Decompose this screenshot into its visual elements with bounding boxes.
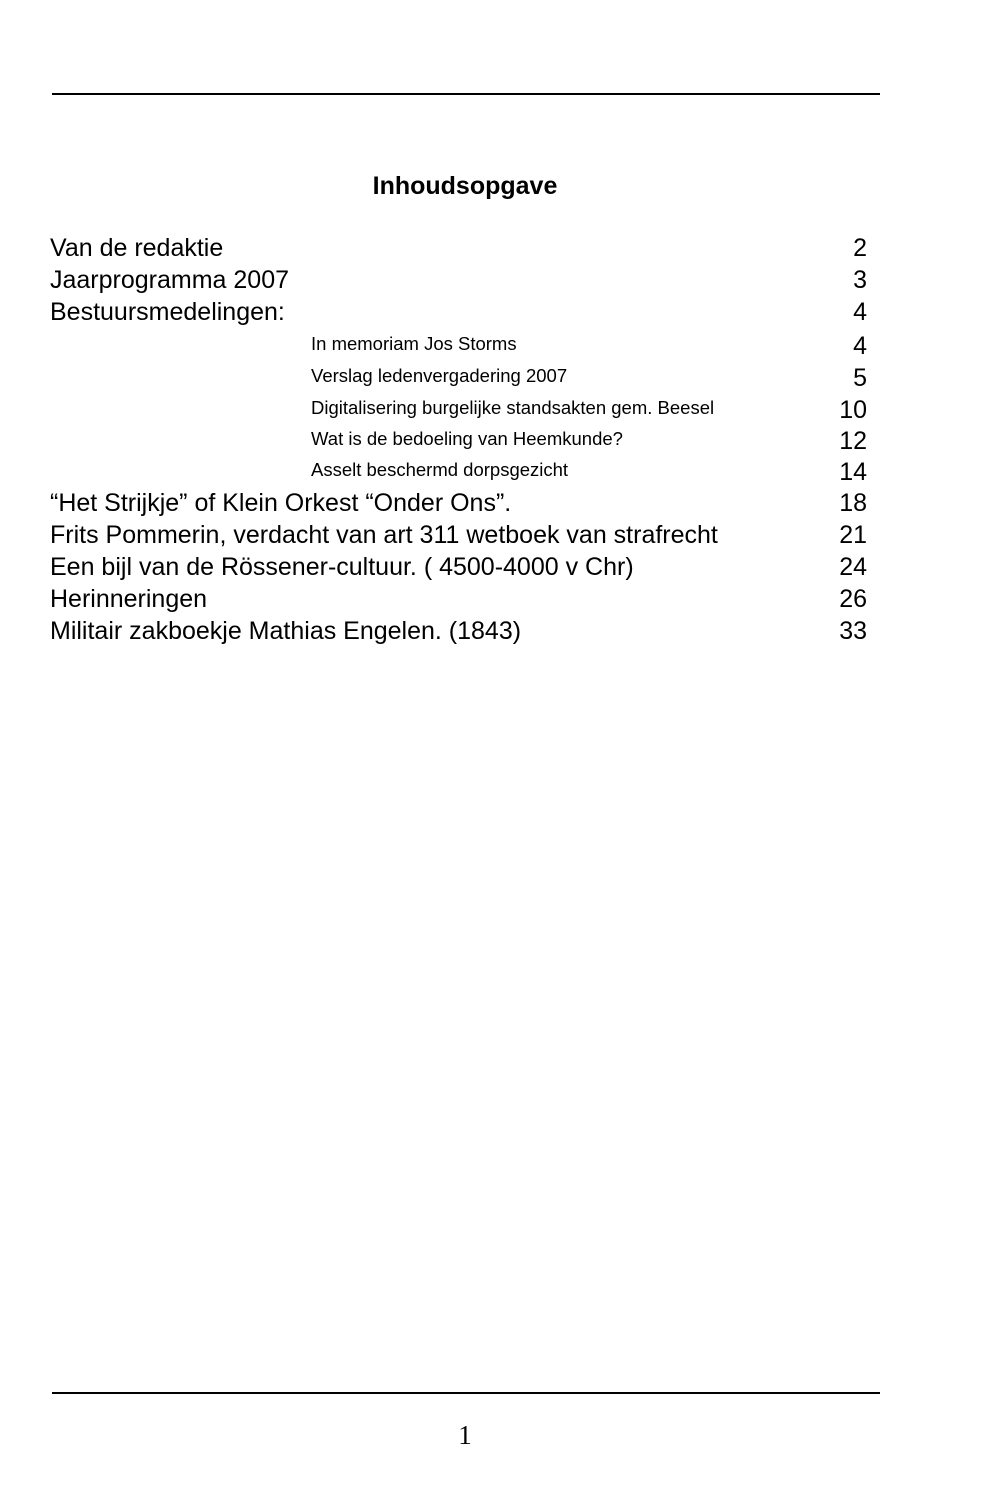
toc-entry-page: 33	[839, 617, 867, 645]
toc-subentry-digitalisering	[0, 393, 1000, 423]
toc-subentry-page: 10	[839, 396, 867, 424]
toc-entry-page: 2	[853, 234, 867, 262]
toc-entry-militair-zakboekje	[0, 616, 1000, 646]
toc-entry-label: Bestuursmedelingen:	[50, 298, 285, 326]
bottom-rule	[52, 1392, 880, 1394]
toc-subentry-verslag	[0, 361, 1000, 391]
toc-entry-page: 18	[839, 489, 867, 517]
top-rule	[52, 93, 880, 95]
toc-subentry-page: 5	[853, 364, 867, 392]
toc-entry-page: 26	[839, 585, 867, 613]
toc-entry-label: Frits Pommerin, verdacht van art 311 wetboek van strafrecht	[50, 521, 718, 549]
toc-entry-frits-pommerin	[0, 520, 1000, 550]
toc-entry-herinneringen	[0, 584, 1000, 614]
toc-entry-page: 21	[839, 521, 867, 549]
page-title: Inhoudsopgave	[372, 172, 558, 200]
toc-subentry-in-memoriam	[0, 329, 1000, 359]
toc-entry-label: “Het Strijkje” of Klein Orkest “Onder Ons”.	[50, 489, 512, 517]
toc-entry-page: 4	[853, 298, 867, 326]
toc-entry-label: Een bijl van de Rössener-cultuur. ( 4500-4000 v Chr)	[50, 553, 634, 581]
toc-subentry-label: Asselt beschermd dorpsgezicht	[311, 459, 569, 480]
toc-entry-label: Herinneringen	[50, 585, 208, 613]
toc-subentry-asselt	[0, 455, 1000, 485]
toc-subentry-label: In memoriam Jos Storms	[311, 333, 517, 354]
toc-subentry-label: Verslag ledenvergadering 2007	[311, 365, 568, 386]
page-number: 1	[458, 1420, 472, 1450]
toc-entry-van-de-redaktie	[0, 233, 1000, 263]
toc-subentry-page: 12	[839, 427, 867, 455]
toc-entry-label: Militair zakboekje Mathias Engelen. (1843)	[50, 617, 522, 645]
toc-subentry-label: Wat is de bedoeling van Heemkunde?	[311, 428, 623, 449]
toc-entry-een-bijl	[0, 552, 1000, 582]
toc-subentry-label: Digitalisering burgelijke standsakten gem. Beesel	[311, 397, 715, 418]
toc-subentry-page: 14	[839, 458, 867, 486]
toc-entry-page: 24	[839, 553, 867, 581]
toc-entry-label: Jaarprogramma 2007	[50, 266, 290, 294]
toc-entry-het-strijkje	[0, 488, 1000, 518]
toc-entry-label: Van de redaktie	[50, 234, 224, 262]
toc-entry-bestuursmedelingen	[0, 297, 1000, 327]
toc-entry-page: 3	[853, 266, 867, 294]
toc-entry-jaarprogramma	[0, 265, 1000, 295]
toc-subentry-page: 4	[853, 332, 867, 360]
toc-subentry-heemkunde	[0, 424, 1000, 454]
